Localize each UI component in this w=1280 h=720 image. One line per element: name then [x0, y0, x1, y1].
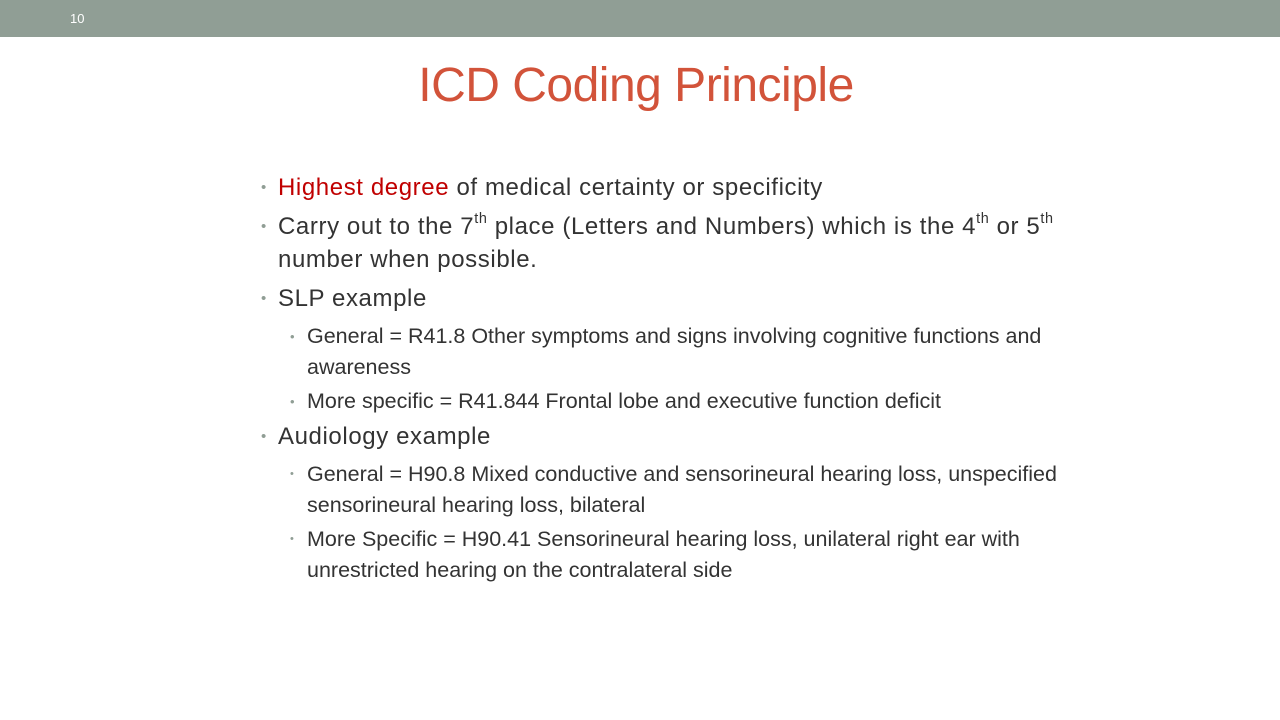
bullet-dot-icon: •: [261, 218, 267, 235]
bullet-dot-icon: •: [261, 290, 267, 307]
bullet-slp-example: [259, 282, 1059, 315]
sub-bullet-audiology-specific: [290, 524, 1059, 586]
bullet-dot-icon: •: [261, 428, 267, 445]
bullet-text: SLP example: [278, 285, 427, 312]
sub-bullet-slp-specific: [290, 386, 1059, 417]
slide-number: 10: [70, 11, 85, 26]
bullet-text: number when possible.: [278, 246, 538, 273]
bullet-text: or 5: [989, 213, 1041, 240]
bullet-text: place (Letters and Numbers) which is the 4: [487, 213, 977, 240]
slide-title: ICD Coding Principle: [418, 59, 854, 112]
bullet-text: Carry out to the 7: [278, 213, 475, 240]
sub-bullet-audiology-general: [290, 459, 1059, 521]
superscript: th: [1040, 210, 1054, 227]
bullet-carry-out: [259, 210, 1059, 276]
bullet-audiology-example: [259, 420, 1059, 453]
sub-bullet-text: General = H90.8 Mixed conductive and sensorineural hearing loss, unspecified sensorineural hearing loss, bilateral: [307, 462, 1057, 517]
bullet-dot-icon: •: [290, 329, 295, 344]
bullet-dot-icon: •: [290, 468, 294, 480]
highlight-text: Highest degree: [278, 174, 450, 201]
bullet-text: of medical certainty or specificity: [449, 174, 823, 201]
superscript: th: [474, 210, 488, 227]
sub-bullet-text: General = R41.8 Other symptoms and signs involving cognitive functions and awareness: [307, 324, 1042, 379]
bullet-highest-degree: [259, 171, 1059, 204]
top-bar: [0, 0, 1280, 37]
sub-bullet-text: More specific = R41.844 Frontal lobe and executive function deficit: [307, 389, 942, 413]
sub-bullet-slp-general: [290, 321, 1059, 383]
bullet-dot-icon: •: [290, 533, 294, 545]
superscript: th: [976, 210, 990, 227]
bullet-dot-icon: •: [261, 179, 267, 196]
bullet-text: Audiology example: [278, 423, 491, 450]
bullet-dot-icon: •: [290, 394, 295, 409]
sub-bullet-text: More Specific = H90.41 Sensorineural hearing loss, unilateral right ear with unrestricted hearing on the contralateral side: [307, 527, 1020, 582]
bullet-list: [259, 171, 1059, 589]
